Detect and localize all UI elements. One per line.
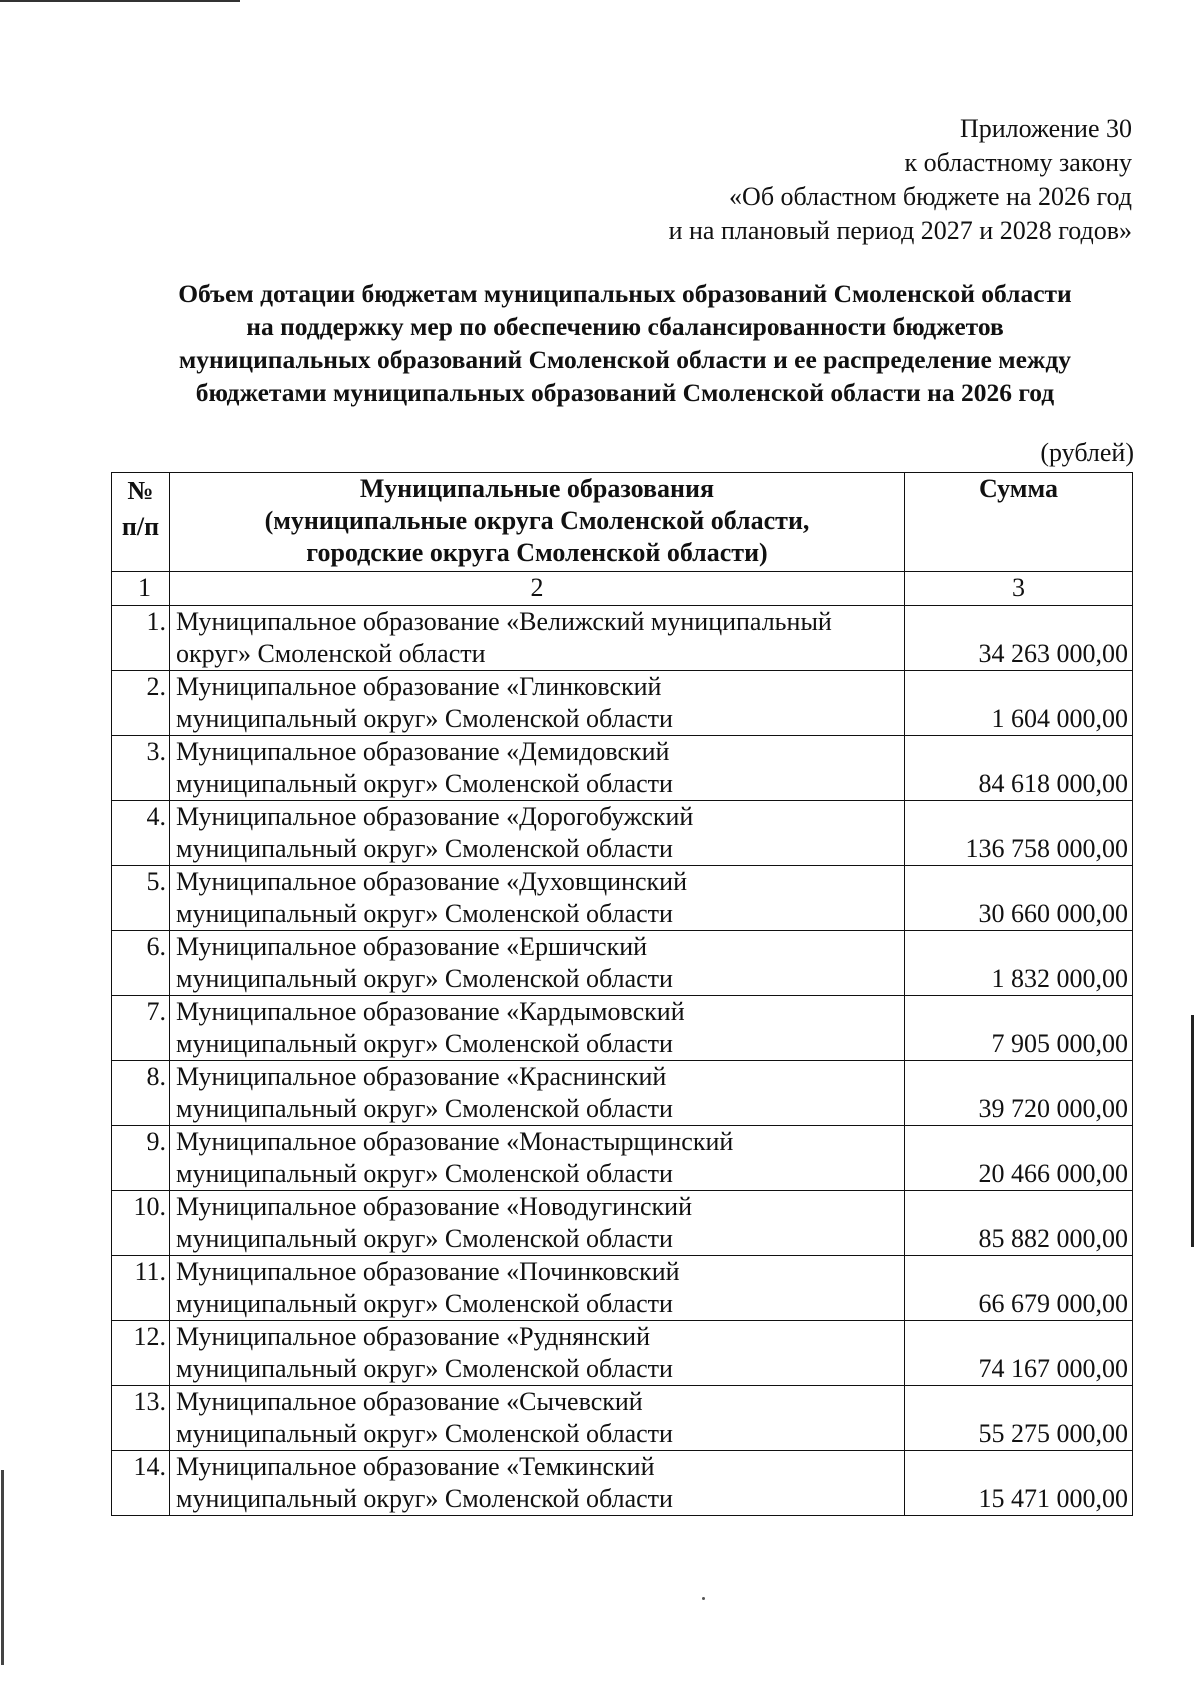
municipality-name-line-2: муниципальный округ» Смоленской области bbox=[176, 964, 673, 993]
header-municipality-line-3: городские округа Смоленской области) bbox=[306, 538, 768, 567]
header-municipality-line-2: (муниципальные округа Смоленской области, bbox=[264, 506, 810, 535]
table-row bbox=[112, 671, 1133, 736]
municipality-name-line-1: Муниципальное образование «Краснинский bbox=[176, 1062, 667, 1091]
municipality-name-line-1: Муниципальное образование «Сычевский bbox=[176, 1387, 643, 1416]
municipality-name bbox=[170, 1256, 905, 1321]
municipality-name-line-2: муниципальный округ» Смоленской области bbox=[176, 769, 673, 798]
municipality-name bbox=[170, 671, 905, 736]
municipality-name-line-1: Муниципальное образование «Ершичский bbox=[176, 932, 648, 961]
scan-artifact-dot bbox=[702, 1597, 705, 1600]
municipality-name-line-2: муниципальный округ» Смоленской области bbox=[176, 1159, 673, 1188]
municipality-name bbox=[170, 1451, 905, 1516]
municipality-name bbox=[170, 996, 905, 1061]
column-index-3: 3 bbox=[905, 572, 1133, 606]
municipality-name bbox=[170, 931, 905, 996]
column-index-1: 1 bbox=[112, 572, 170, 606]
column-index-row bbox=[112, 572, 1133, 606]
municipality-name-line-1: Муниципальное образование «Велижский муниципальный bbox=[176, 607, 832, 636]
row-number: 2. bbox=[112, 671, 170, 736]
scan-artifact-right-line bbox=[1191, 1015, 1194, 1247]
table-header-row bbox=[112, 473, 1133, 572]
row-number: 11. bbox=[112, 1256, 170, 1321]
document-title bbox=[60, 277, 1190, 409]
appendix-line-2: к областному закону bbox=[904, 148, 1132, 177]
municipality-name-line-2: муниципальный округ» Смоленской области bbox=[176, 1354, 673, 1383]
column-index-2: 2 bbox=[170, 572, 905, 606]
municipality-name-line-2: муниципальный округ» Смоленской области bbox=[176, 704, 673, 733]
header-municipality bbox=[170, 473, 905, 572]
appendix-line-1: Приложение 30 bbox=[959, 114, 1132, 143]
table-row bbox=[112, 1061, 1133, 1126]
table-row bbox=[112, 736, 1133, 801]
table-row bbox=[112, 1126, 1133, 1191]
row-number: 9. bbox=[112, 1126, 170, 1191]
header-sum: Сумма bbox=[905, 473, 1133, 572]
subsidy-amount: 1 604 000,00 bbox=[905, 671, 1133, 736]
table-row bbox=[112, 996, 1133, 1061]
municipality-name-line-1: Муниципальное образование «Монастырщинский bbox=[176, 1127, 734, 1156]
municipality-name bbox=[170, 801, 905, 866]
municipality-name bbox=[170, 1321, 905, 1386]
municipality-name bbox=[170, 736, 905, 801]
row-number: 6. bbox=[112, 931, 170, 996]
header-municipality-line-1: Муниципальные образования bbox=[359, 474, 715, 503]
table-body bbox=[112, 606, 1133, 1516]
subsidy-amount: 55 275 000,00 bbox=[905, 1386, 1133, 1451]
scan-artifact-top-line bbox=[0, 0, 240, 2]
row-number: 3. bbox=[112, 736, 170, 801]
subsidy-amount: 1 832 000,00 bbox=[905, 931, 1133, 996]
municipality-name bbox=[170, 1061, 905, 1126]
municipality-name-line-2: муниципальный округ» Смоленской области bbox=[176, 1094, 673, 1123]
header-number-line-1: № bbox=[127, 476, 154, 505]
municipality-name bbox=[170, 1386, 905, 1451]
municipality-name bbox=[170, 1191, 905, 1256]
appendix-reference bbox=[669, 112, 1132, 248]
municipality-name bbox=[170, 606, 905, 671]
header-number-line-2: п/п bbox=[121, 512, 160, 541]
municipality-name-line-1: Муниципальное образование «Духовщинский bbox=[176, 867, 688, 896]
subsidy-table bbox=[111, 472, 1133, 1516]
title-line-3: муниципальных образований Смоленской области и ее распределение между bbox=[178, 345, 1072, 374]
row-number: 1. bbox=[112, 606, 170, 671]
row-number: 7. bbox=[112, 996, 170, 1061]
table-row bbox=[112, 1191, 1133, 1256]
municipality-name-line-1: Муниципальное образование «Починковский bbox=[176, 1257, 680, 1286]
municipality-name-line-2: муниципальный округ» Смоленской области bbox=[176, 834, 673, 863]
table-row bbox=[112, 866, 1133, 931]
municipality-name-line-1: Муниципальное образование «Новодугинский bbox=[176, 1192, 692, 1221]
row-number: 12. bbox=[112, 1321, 170, 1386]
municipality-name bbox=[170, 866, 905, 931]
table-row bbox=[112, 1321, 1133, 1386]
municipality-name-line-2: муниципальный округ» Смоленской области bbox=[176, 1484, 673, 1513]
unit-label: (рублей) bbox=[1040, 438, 1134, 467]
table-row bbox=[112, 1256, 1133, 1321]
municipality-name-line-2: муниципальный округ» Смоленской области bbox=[176, 1224, 673, 1253]
subsidy-amount: 66 679 000,00 bbox=[905, 1256, 1133, 1321]
subsidy-amount: 39 720 000,00 bbox=[905, 1061, 1133, 1126]
municipality-name bbox=[170, 1126, 905, 1191]
row-number: 5. bbox=[112, 866, 170, 931]
row-number: 10. bbox=[112, 1191, 170, 1256]
subsidy-amount: 15 471 000,00 bbox=[905, 1451, 1133, 1516]
table-row bbox=[112, 606, 1133, 671]
municipality-name-line-2: муниципальный округ» Смоленской области bbox=[176, 1029, 673, 1058]
table-row bbox=[112, 801, 1133, 866]
title-line-1: Объем дотации бюджетам муниципальных образований Смоленской области bbox=[178, 279, 1072, 308]
subsidy-amount: 20 466 000,00 bbox=[905, 1126, 1133, 1191]
appendix-line-3: «Об областном бюджете на 2026 год bbox=[729, 182, 1132, 211]
municipality-name-line-2: муниципальный округ» Смоленской области bbox=[176, 899, 673, 928]
row-number: 13. bbox=[112, 1386, 170, 1451]
table-row bbox=[112, 1451, 1133, 1516]
row-number: 14. bbox=[112, 1451, 170, 1516]
subsidy-amount: 30 660 000,00 bbox=[905, 866, 1133, 931]
municipality-name-line-1: Муниципальное образование «Дорогобужский bbox=[176, 802, 694, 831]
municipality-name-line-1: Муниципальное образование «Демидовский bbox=[176, 737, 670, 766]
municipality-name-line-1: Муниципальное образование «Кардымовский bbox=[176, 997, 685, 1026]
subsidy-amount: 136 758 000,00 bbox=[905, 801, 1133, 866]
municipality-name-line-1: Муниципальное образование «Руднянский bbox=[176, 1322, 650, 1351]
municipality-name-line-2: муниципальный округ» Смоленской области bbox=[176, 1289, 673, 1318]
table-row bbox=[112, 931, 1133, 996]
row-number: 8. bbox=[112, 1061, 170, 1126]
title-line-4: бюджетами муниципальных образований Смоленской области на 2026 год bbox=[195, 378, 1055, 407]
municipality-name-line-1: Муниципальное образование «Глинковский bbox=[176, 672, 662, 701]
municipality-name-line-2: округ» Смоленской области bbox=[176, 639, 486, 668]
subsidy-amount: 85 882 000,00 bbox=[905, 1191, 1133, 1256]
row-number: 4. bbox=[112, 801, 170, 866]
municipality-name-line-1: Муниципальное образование «Темкинский bbox=[176, 1452, 655, 1481]
scan-artifact-left-line bbox=[1, 1470, 4, 1665]
subsidy-amount: 84 618 000,00 bbox=[905, 736, 1133, 801]
subsidy-amount: 7 905 000,00 bbox=[905, 996, 1133, 1061]
table-row bbox=[112, 1386, 1133, 1451]
appendix-line-4: и на плановый период 2027 и 2028 годов» bbox=[668, 216, 1132, 245]
subsidy-amount: 74 167 000,00 bbox=[905, 1321, 1133, 1386]
title-line-2: на поддержку мер по обеспечению сбалансированности бюджетов bbox=[246, 312, 1004, 341]
header-number bbox=[112, 473, 170, 572]
subsidy-amount: 34 263 000,00 bbox=[905, 606, 1133, 671]
municipality-name-line-2: муниципальный округ» Смоленской области bbox=[176, 1419, 673, 1448]
